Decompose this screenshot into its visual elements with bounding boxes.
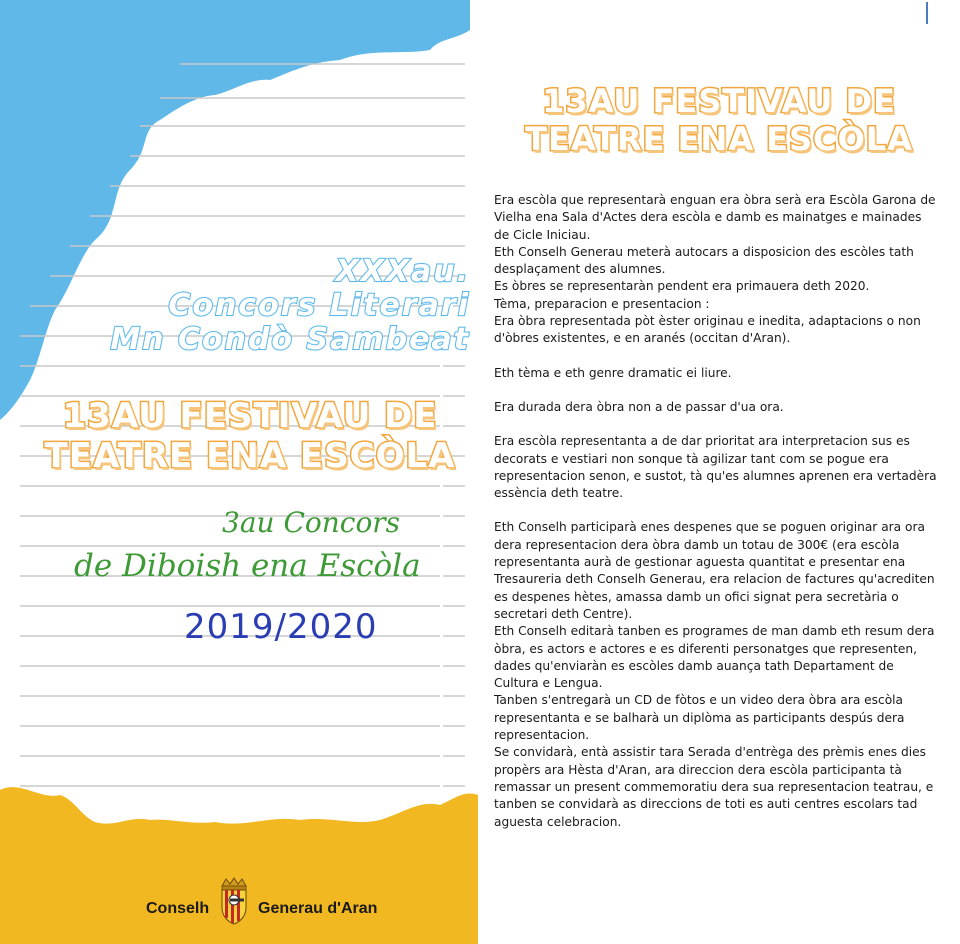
rules-paragraph: Era durada dera òbra non a de passar d'ua ora. [494,399,784,414]
rules-paragraph: Se convidarà, entà assistir tara Serada d'entrèga des prèmis enes dies propèrs ara Hèsta d'Aran, ara direccion dera escòla participanta tà remassar un present commemoratiu dera sua representacion teatrau, e tanben se convidarà as direccions de toti es auti centres escolars tad aguesta celebracion. [494,745,934,829]
rules-paragraph: Era escòla representanta a de dar prioritat ara interpretacion sus es decorats e vestiari non sonque tà agilizar tant com se pogue era representacion senon, e sustot, tà qu'es alumnes aprenen era vertadèra essència deth teatre. [494,434,937,501]
rules-body-text [494,192,938,831]
rules-paragraph: Tanben s'entregarà un CD de fòtos e un video dera òbra ara escòla representanta e se balharà un diplòma as participants despús dera representacion. [494,693,905,743]
rules-paragraph: Eth tèma e eth genre dramatic ei liure. [494,365,732,380]
right-festival-title-line-2: TEATRE ENA ESCÒLA [525,120,913,158]
school-year: 2019/2020 [184,607,378,647]
coat-of-arms-icon [216,876,252,926]
drawing-contest-line-2: de Diboish ena Escòla [74,548,421,584]
rules-paragraph: Eth Conselh editarà tanben es programes de man damb eth resum dera òbra, es actors e actores e es diferenti personatges que representen, dades qu'enviaràn es escòles damb auança tath Departament de Cultura e Lengua. [494,624,935,691]
concors-title-line-3: Mn Condò Sambeat [110,322,470,357]
logo-word-generau-aran: Generau d'Aran [258,900,378,917]
right-festival-title-line-1: 13AU FESTIVAU DE [542,82,896,120]
rules-paragraph: Tèma, preparacion e presentacion : [494,296,710,311]
drawing-contest-line-1: 3au Concors [222,506,401,539]
festival-title-line-2: TEATRE ENA ESCÒLA [44,436,456,476]
concors-title-line-1: XXXau. [335,254,470,289]
rules-paragraph: Era escòla que representarà enguan era òbra serà era Escòla Garona de Vielha ena Sala d'Actes dera escòla e damb es mainatges e mainades de Cicle Iniciau. [494,193,936,242]
concors-title-line-2: Concors Literari [168,288,470,323]
rules-paragraph: Es òbres se representaràn pendent era primauera deth 2020. [494,279,870,294]
festival-title-line-1: 13AU FESTIVAU DE [62,396,438,436]
poster-left-panel [0,0,478,944]
logo-word-conselh: Conselh [146,900,210,917]
corner-dash-mark [924,2,930,26]
rules-paragraph: Era òbra representada pòt èster originau e inedita, adaptacions o non d'òbres existentes, e en aranés (occitan d'Aran). [494,314,921,346]
poster-right-panel [478,0,960,944]
rules-paragraph: Eth Conselh Generau meterà autocars a disposicion des escòles tath desplaçament des alumnes. [494,244,914,277]
rules-paragraph: Eth Conselh participarà enes despenes que se poguen originar ara ora dera representacion dera òbra damb un totau de 300€ (era escòla representanta aurà de gestionar aguesta quantitat e presentar ena Tresaureria deth Conselh Generau, era relacion de factures qu'acrediten es despenes hètes, amassa damb un ofici signat pera secretària o secretari deth Centre). [494,520,935,621]
